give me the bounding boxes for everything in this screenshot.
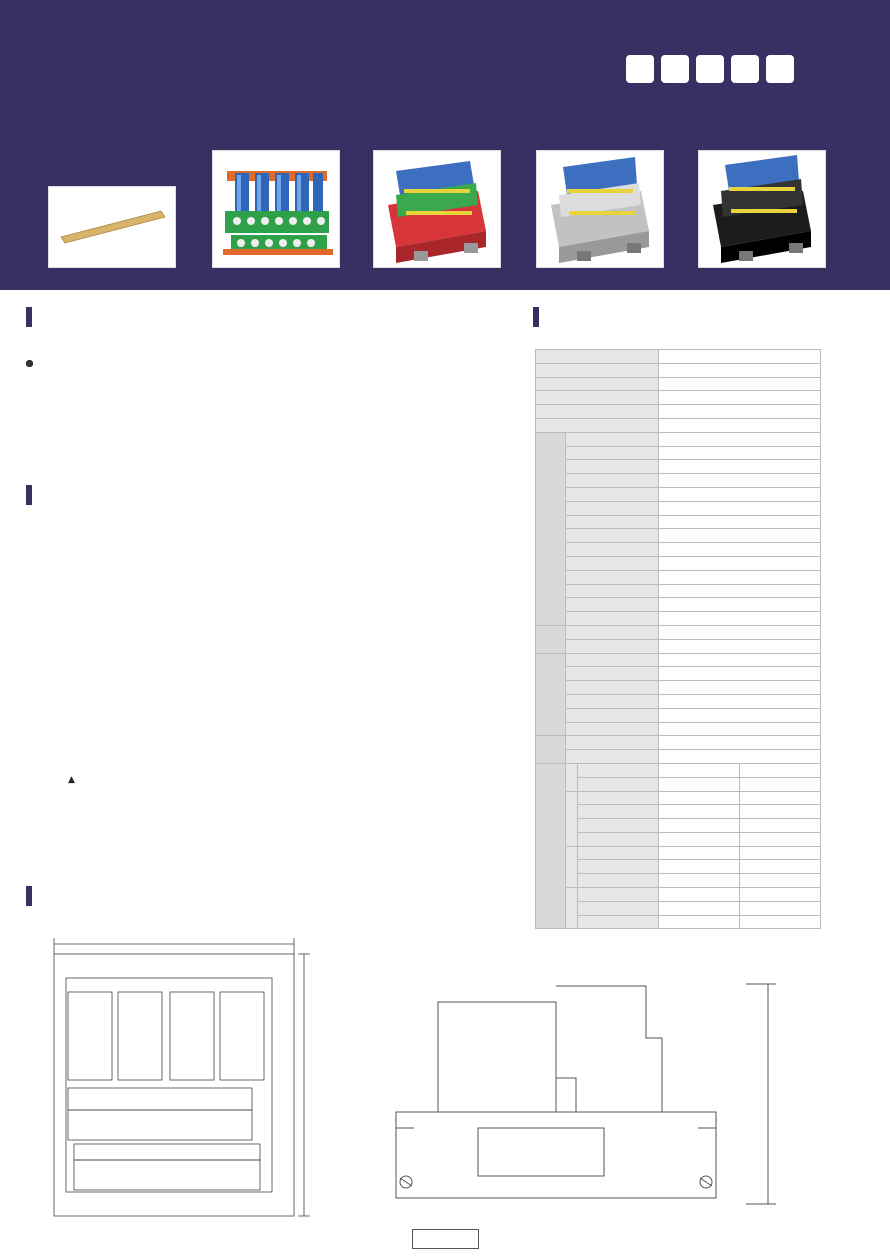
terminal-block-drawing [60, 585, 400, 775]
product-image-green [212, 150, 340, 268]
table-row [536, 501, 821, 515]
signal-badge-icon [766, 55, 794, 83]
page-number [412, 1229, 479, 1249]
table-row [536, 625, 821, 639]
table-row [536, 846, 821, 860]
connection-heading [26, 485, 56, 505]
table-row [536, 681, 821, 695]
header-banner [0, 0, 890, 290]
dimension-heading [26, 886, 56, 906]
electrical-parameter-table [535, 349, 821, 929]
table-row [536, 874, 821, 888]
table-row [536, 722, 821, 736]
side-view-drawing [386, 978, 806, 1218]
accessory-image [48, 186, 176, 268]
table-row [536, 570, 821, 584]
table-row [536, 888, 821, 902]
table-row [536, 556, 821, 570]
table-row [536, 391, 821, 405]
top-view-drawing [50, 930, 310, 1220]
table-row [536, 432, 821, 446]
table-row [536, 763, 821, 777]
table-row [536, 653, 821, 667]
shorting-bar-icon [49, 187, 176, 257]
category-electrical [536, 432, 566, 625]
patent-badge-icon [626, 55, 654, 83]
table-row [536, 832, 821, 846]
table-row [536, 529, 821, 543]
table-row [536, 487, 821, 501]
product-image-red [373, 150, 501, 268]
features-heading [26, 307, 56, 327]
category-terminal [536, 763, 566, 929]
table-row [536, 915, 821, 929]
table-row [536, 350, 821, 364]
table-row [536, 474, 821, 488]
table-row [536, 446, 821, 460]
rohs-badge-icon [661, 55, 689, 83]
product-image-gray [536, 150, 664, 268]
table-row [536, 805, 821, 819]
table-row [536, 515, 821, 529]
table-row [536, 736, 821, 750]
table-row [536, 639, 821, 653]
screw-lock-badge-icon [731, 55, 759, 83]
table-row [536, 901, 821, 915]
table-row [536, 750, 821, 764]
certification-badges [626, 55, 794, 83]
product-image-black [698, 150, 826, 268]
electrical-heading [533, 307, 563, 327]
triangle-marker-icon: ▲ [68, 775, 75, 785]
table-row [536, 460, 821, 474]
category-body [536, 625, 566, 653]
table-row [536, 543, 821, 557]
table-row [536, 612, 821, 626]
table-row [536, 584, 821, 598]
table-row [536, 708, 821, 722]
table-row [536, 777, 821, 791]
table-row [536, 860, 821, 874]
table-row [536, 819, 821, 833]
table-row [536, 694, 821, 708]
category-environment [536, 736, 566, 764]
table-row [536, 377, 821, 391]
category-contact [536, 653, 566, 736]
press-pin-badge-icon [696, 55, 724, 83]
table-row [536, 598, 821, 612]
table-row [536, 791, 821, 805]
table-row [536, 405, 821, 419]
table-row [536, 667, 821, 681]
table-row [536, 418, 821, 432]
table-row [536, 363, 821, 377]
